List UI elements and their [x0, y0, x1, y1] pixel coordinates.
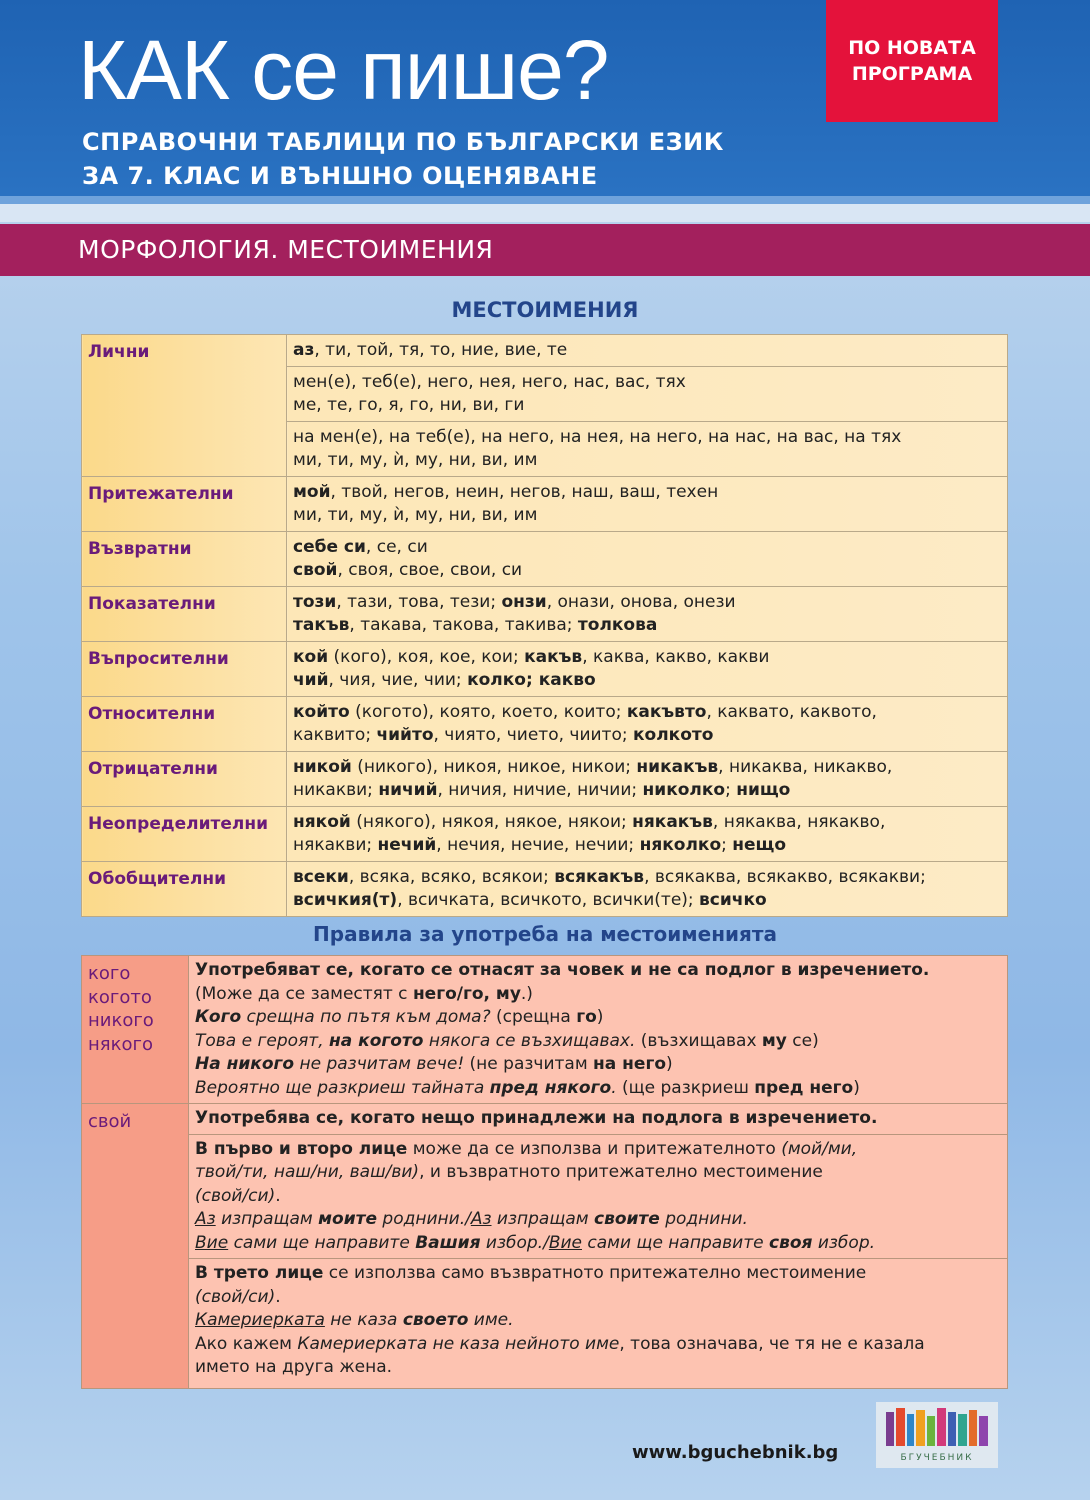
- text: на когото: [329, 1030, 424, 1051]
- text: какво: [538, 670, 596, 690]
- text: не разчитам вече!: [294, 1054, 465, 1074]
- text: , това означава, че тя не е казала: [619, 1333, 925, 1354]
- text: В първо и второ лице: [195, 1138, 408, 1159]
- text: Вашия: [415, 1232, 481, 1253]
- text: , ти, той, тя, то, ние, вие, те: [314, 340, 568, 360]
- book-icon: [907, 1414, 914, 1446]
- pronouns-table: [81, 334, 1008, 917]
- line: [195, 1077, 1001, 1101]
- text: ;: [525, 670, 539, 690]
- text: някой: [293, 812, 351, 832]
- cell: [287, 477, 1008, 532]
- text: (когото), която, което, които;: [349, 702, 627, 722]
- text: ми, ти, му, ѝ, му, ни, ви, им: [293, 450, 538, 470]
- text: някого: [88, 1033, 153, 1055]
- table-row: [82, 1134, 1008, 1259]
- text: никакъв: [636, 757, 719, 777]
- table-row: [82, 956, 1008, 1104]
- text: никого: [88, 1010, 154, 1031]
- text: (кого), коя, кое, кои;: [328, 647, 525, 667]
- text: ): [666, 1054, 673, 1074]
- text: , онази, онова, онези: [546, 592, 736, 612]
- text: николко: [642, 780, 726, 800]
- text: , каква, какво, какви: [582, 647, 770, 667]
- table-row: [82, 587, 1008, 642]
- text: името на друга жена.: [195, 1357, 393, 1377]
- line: [195, 1232, 1001, 1256]
- line: [293, 756, 1001, 779]
- text: На никого: [195, 1054, 295, 1074]
- text: всякакъв: [554, 867, 645, 887]
- text: може да се използва и притежателното: [407, 1138, 782, 1159]
- text: когото: [88, 986, 152, 1008]
- line: [293, 536, 1001, 559]
- book-icon: [927, 1416, 935, 1446]
- text: своите: [594, 1209, 660, 1229]
- category-kogo: [82, 956, 189, 1104]
- text: ;: [725, 780, 737, 800]
- text: него/го, му: [412, 983, 521, 1004]
- text: .): [520, 983, 533, 1004]
- text: , всяка, всяко, всякои;: [348, 867, 555, 887]
- book-icon: [958, 1414, 967, 1446]
- line: [293, 669, 1001, 692]
- category-vazvratni: Възвратни: [82, 532, 287, 587]
- text: Аз: [470, 1209, 492, 1229]
- cell: [287, 422, 1008, 477]
- line: [293, 724, 1001, 747]
- text: (Може да се заместят с: [195, 983, 413, 1004]
- text: избор.: [812, 1232, 876, 1253]
- text: (ще разкриеш: [616, 1077, 755, 1098]
- line: [195, 1161, 1001, 1185]
- cell: [287, 752, 1008, 807]
- text: Употребява се, когато нещо принадлежи на подлога в изречението.: [195, 1108, 878, 1128]
- book-icon: [896, 1408, 905, 1446]
- text: нечий: [377, 835, 437, 855]
- text: някакъв: [632, 812, 713, 832]
- line: [195, 1030, 1001, 1054]
- text: Кого: [195, 1007, 242, 1027]
- book-icon: [948, 1412, 956, 1446]
- text: кой: [293, 647, 329, 667]
- text: Вие: [195, 1232, 229, 1253]
- text: изпращам: [491, 1209, 594, 1229]
- text: кого: [88, 963, 131, 984]
- text: (не разчитам: [464, 1054, 594, 1074]
- subtitle-line-2: ЗА 7. КЛАС И ВЪНШНО ОЦЕНЯВАНЕ: [82, 162, 598, 190]
- text: , всякаква, всякакво, всякакви;: [644, 867, 926, 887]
- text: Вие: [548, 1232, 582, 1253]
- line: [293, 779, 1001, 802]
- cell: [287, 807, 1008, 862]
- text: Това е героят,: [195, 1030, 330, 1051]
- text: Аз: [195, 1209, 216, 1229]
- text: (възхищавах: [635, 1030, 762, 1051]
- book-icon: [969, 1410, 977, 1446]
- line: [293, 701, 1001, 724]
- text: (мой/ми,: [781, 1138, 858, 1159]
- text: ): [596, 1007, 604, 1027]
- text: пред него: [754, 1077, 854, 1098]
- table-row: [82, 697, 1008, 752]
- text: никакви;: [293, 780, 379, 800]
- category-lichni: Лични: [82, 335, 287, 477]
- text: сами ще направите: [581, 1232, 769, 1253]
- text: , каквато, каквото,: [706, 702, 877, 722]
- text: какъв: [524, 647, 583, 667]
- text: чий: [293, 670, 329, 690]
- text: Вероятно ще разкриеш тайната: [195, 1077, 490, 1098]
- text: своето: [402, 1310, 469, 1330]
- line: [293, 811, 1001, 834]
- text: ми, ти, му, ѝ, му, ни, ви, им: [293, 505, 538, 525]
- pronouns-heading: МЕСТОИМЕНИЯ: [451, 298, 639, 322]
- line: [195, 1309, 1001, 1333]
- cell: [287, 862, 1008, 917]
- text: , тази, това, тези;: [336, 592, 502, 612]
- text: , някаква, някакво,: [712, 812, 886, 832]
- text: , твой, негов, неин, негов, наш, ваш, техен: [330, 482, 719, 502]
- book-icon: [979, 1416, 988, 1446]
- cell: [287, 367, 1008, 422]
- cell: [287, 642, 1008, 697]
- text: му: [761, 1030, 787, 1051]
- bguchebnik-logo: [876, 1402, 998, 1468]
- website-link[interactable]: www.bguchebnik.bg: [632, 1442, 839, 1463]
- line: [293, 591, 1001, 614]
- cell: [189, 1259, 1008, 1389]
- table-row: [82, 752, 1008, 807]
- line: [293, 889, 1001, 912]
- book-icon: [937, 1408, 946, 1446]
- line: [293, 481, 1001, 504]
- text: (свой/си): [195, 1286, 276, 1307]
- text: , нечия, нечие, нечии;: [436, 835, 640, 855]
- text: , чиято, чието, чиито;: [433, 725, 633, 745]
- section-title: МОРФОЛОГИЯ. МЕСТОИМЕНИЯ: [0, 224, 1090, 276]
- text: пред някого: [489, 1077, 612, 1098]
- line: [195, 1262, 1001, 1286]
- rules-heading: Правила за употреба на местоименията: [313, 922, 777, 946]
- text: аз: [293, 340, 315, 360]
- text: , такава, такова, такива;: [349, 615, 578, 635]
- text: се използва само възвратното притежателно местоимение: [323, 1263, 867, 1283]
- table-row: [82, 532, 1008, 587]
- cell: [287, 587, 1008, 642]
- text: онзи: [501, 592, 547, 612]
- text: ничий: [378, 780, 438, 800]
- text: го: [576, 1007, 597, 1027]
- text: име.: [468, 1310, 514, 1330]
- text: такъв: [293, 615, 350, 635]
- badge-line-1: ПО НОВАТА: [848, 37, 976, 59]
- divider-stripe-light: [0, 204, 1090, 222]
- text: ;: [721, 835, 733, 855]
- line: [293, 559, 1001, 582]
- badge-line-2: ПРОГРАМА: [851, 63, 973, 85]
- text: нещо: [732, 835, 787, 855]
- line: [293, 834, 1001, 857]
- text: на него: [593, 1054, 667, 1074]
- cell: [189, 956, 1008, 1104]
- new-program-badge: [826, 0, 998, 122]
- text: твой/ти, наш/ни, ваш/ви): [195, 1162, 420, 1182]
- line: [195, 1185, 1001, 1209]
- text: този: [293, 592, 337, 612]
- table-row: [82, 335, 1008, 367]
- line: [195, 1006, 1001, 1030]
- text: сами ще направите: [228, 1232, 416, 1253]
- text: , чия, чие, чии;: [328, 670, 468, 690]
- line: [293, 866, 1001, 889]
- line: [293, 646, 1001, 669]
- text: (някого), някоя, някое, някои;: [350, 812, 633, 832]
- category-neopredelitelni: Неопределителни: [82, 807, 287, 862]
- line: [195, 1286, 1001, 1310]
- text: .: [275, 1286, 281, 1307]
- text: на мен(е), на теб(е), на него, на нея, на него, на нас, на вас, на тях: [293, 427, 902, 447]
- rules-table: [81, 955, 1008, 1389]
- cell: [287, 697, 1008, 752]
- category-otnositelni: Относителни: [82, 697, 287, 752]
- text: моите: [318, 1209, 378, 1229]
- cell: [287, 335, 1008, 367]
- book-icon: [886, 1412, 894, 1446]
- text: всеки: [293, 867, 349, 887]
- text: каквито;: [293, 725, 377, 745]
- text: .: [611, 1077, 617, 1098]
- line: [195, 1333, 1001, 1357]
- text: всичкия(т): [293, 890, 398, 910]
- text: толкова: [577, 615, 658, 635]
- text: няколко: [639, 835, 722, 855]
- subtitle-line-1: СПРАВОЧНИ ТАБЛИЦИ ПО БЪЛГАРСКИ ЕЗИК: [82, 128, 724, 156]
- line: [293, 614, 1001, 637]
- text: някога се възхищавах.: [423, 1030, 636, 1051]
- text: (срещна: [490, 1007, 577, 1027]
- text: колко: [467, 670, 526, 690]
- text: всичко: [699, 890, 767, 910]
- text: (никого), никоя, никое, никои;: [351, 757, 637, 777]
- text: , своя, свое, свои, си: [337, 560, 523, 580]
- divider-stripe: [0, 196, 1090, 204]
- text: нищо: [736, 780, 791, 800]
- text: В трето лице: [195, 1263, 324, 1283]
- book-icon: [916, 1410, 925, 1446]
- text: който: [293, 702, 350, 722]
- text: (свой/си): [195, 1185, 276, 1206]
- cell: [189, 1134, 1008, 1259]
- table-row: [82, 1259, 1008, 1389]
- text: , и възвратното притежателно местоимение: [419, 1162, 823, 1182]
- table-row: [82, 807, 1008, 862]
- table-row: [82, 642, 1008, 697]
- category-pokazatelni: Показателни: [82, 587, 287, 642]
- text: се): [786, 1030, 819, 1051]
- category-vaprositelni: Въпросителни: [82, 642, 287, 697]
- logo-text: БГУЧЕБНИК: [900, 1453, 974, 1463]
- category-svoy: свой: [82, 1104, 189, 1389]
- text: Камериерката: [195, 1310, 325, 1330]
- text: Ако кажем: [195, 1333, 298, 1354]
- line: [195, 983, 1001, 1007]
- text: Камериерката не каза нейното име: [297, 1333, 620, 1354]
- text: свой: [293, 560, 338, 580]
- text: роднини./: [377, 1209, 471, 1229]
- text: никой: [293, 757, 352, 777]
- line: [195, 1138, 1001, 1162]
- text: , никаква, никакво,: [718, 757, 893, 777]
- line: [195, 1208, 1001, 1232]
- text: колкото: [632, 725, 714, 745]
- cell: [189, 1104, 1008, 1135]
- text: срещна по пътя към дома?: [241, 1007, 491, 1027]
- text: роднини.: [659, 1209, 748, 1229]
- text: не каза: [324, 1310, 403, 1330]
- text: мен(е), теб(е), него, нея, него, нас, вас, тях: [293, 372, 686, 392]
- category-obobshtitelni: Обобщителни: [82, 862, 287, 917]
- text: , всичката, всичкото, всички(те);: [397, 890, 700, 910]
- category-otricatelni: Отрицателни: [82, 752, 287, 807]
- line: [195, 1053, 1001, 1077]
- text: някакви;: [293, 835, 378, 855]
- cell: [287, 532, 1008, 587]
- text: Употребяват се, когато се отнасят за човек и не са подлог в изречението.: [195, 960, 930, 980]
- text: какъвто: [626, 702, 707, 722]
- text: мой: [293, 482, 331, 502]
- table-row: [82, 477, 1008, 532]
- table-row: [82, 862, 1008, 917]
- text: избор./: [480, 1232, 549, 1253]
- text: , ничия, ничие, ничии;: [437, 780, 643, 800]
- table-row: [82, 1104, 1008, 1135]
- text: чийто: [376, 725, 434, 745]
- text: , се, си: [365, 537, 428, 557]
- text: себе си: [293, 537, 366, 557]
- text: ): [853, 1077, 860, 1098]
- main-title: КАК се пише?: [78, 23, 609, 117]
- text: своя: [769, 1232, 813, 1253]
- text: ме, те, го, я, го, ни, ви, ги: [293, 395, 525, 415]
- text: изпращам: [215, 1209, 319, 1229]
- category-pritezhatelni: Притежателни: [82, 477, 287, 532]
- text: .: [275, 1185, 281, 1206]
